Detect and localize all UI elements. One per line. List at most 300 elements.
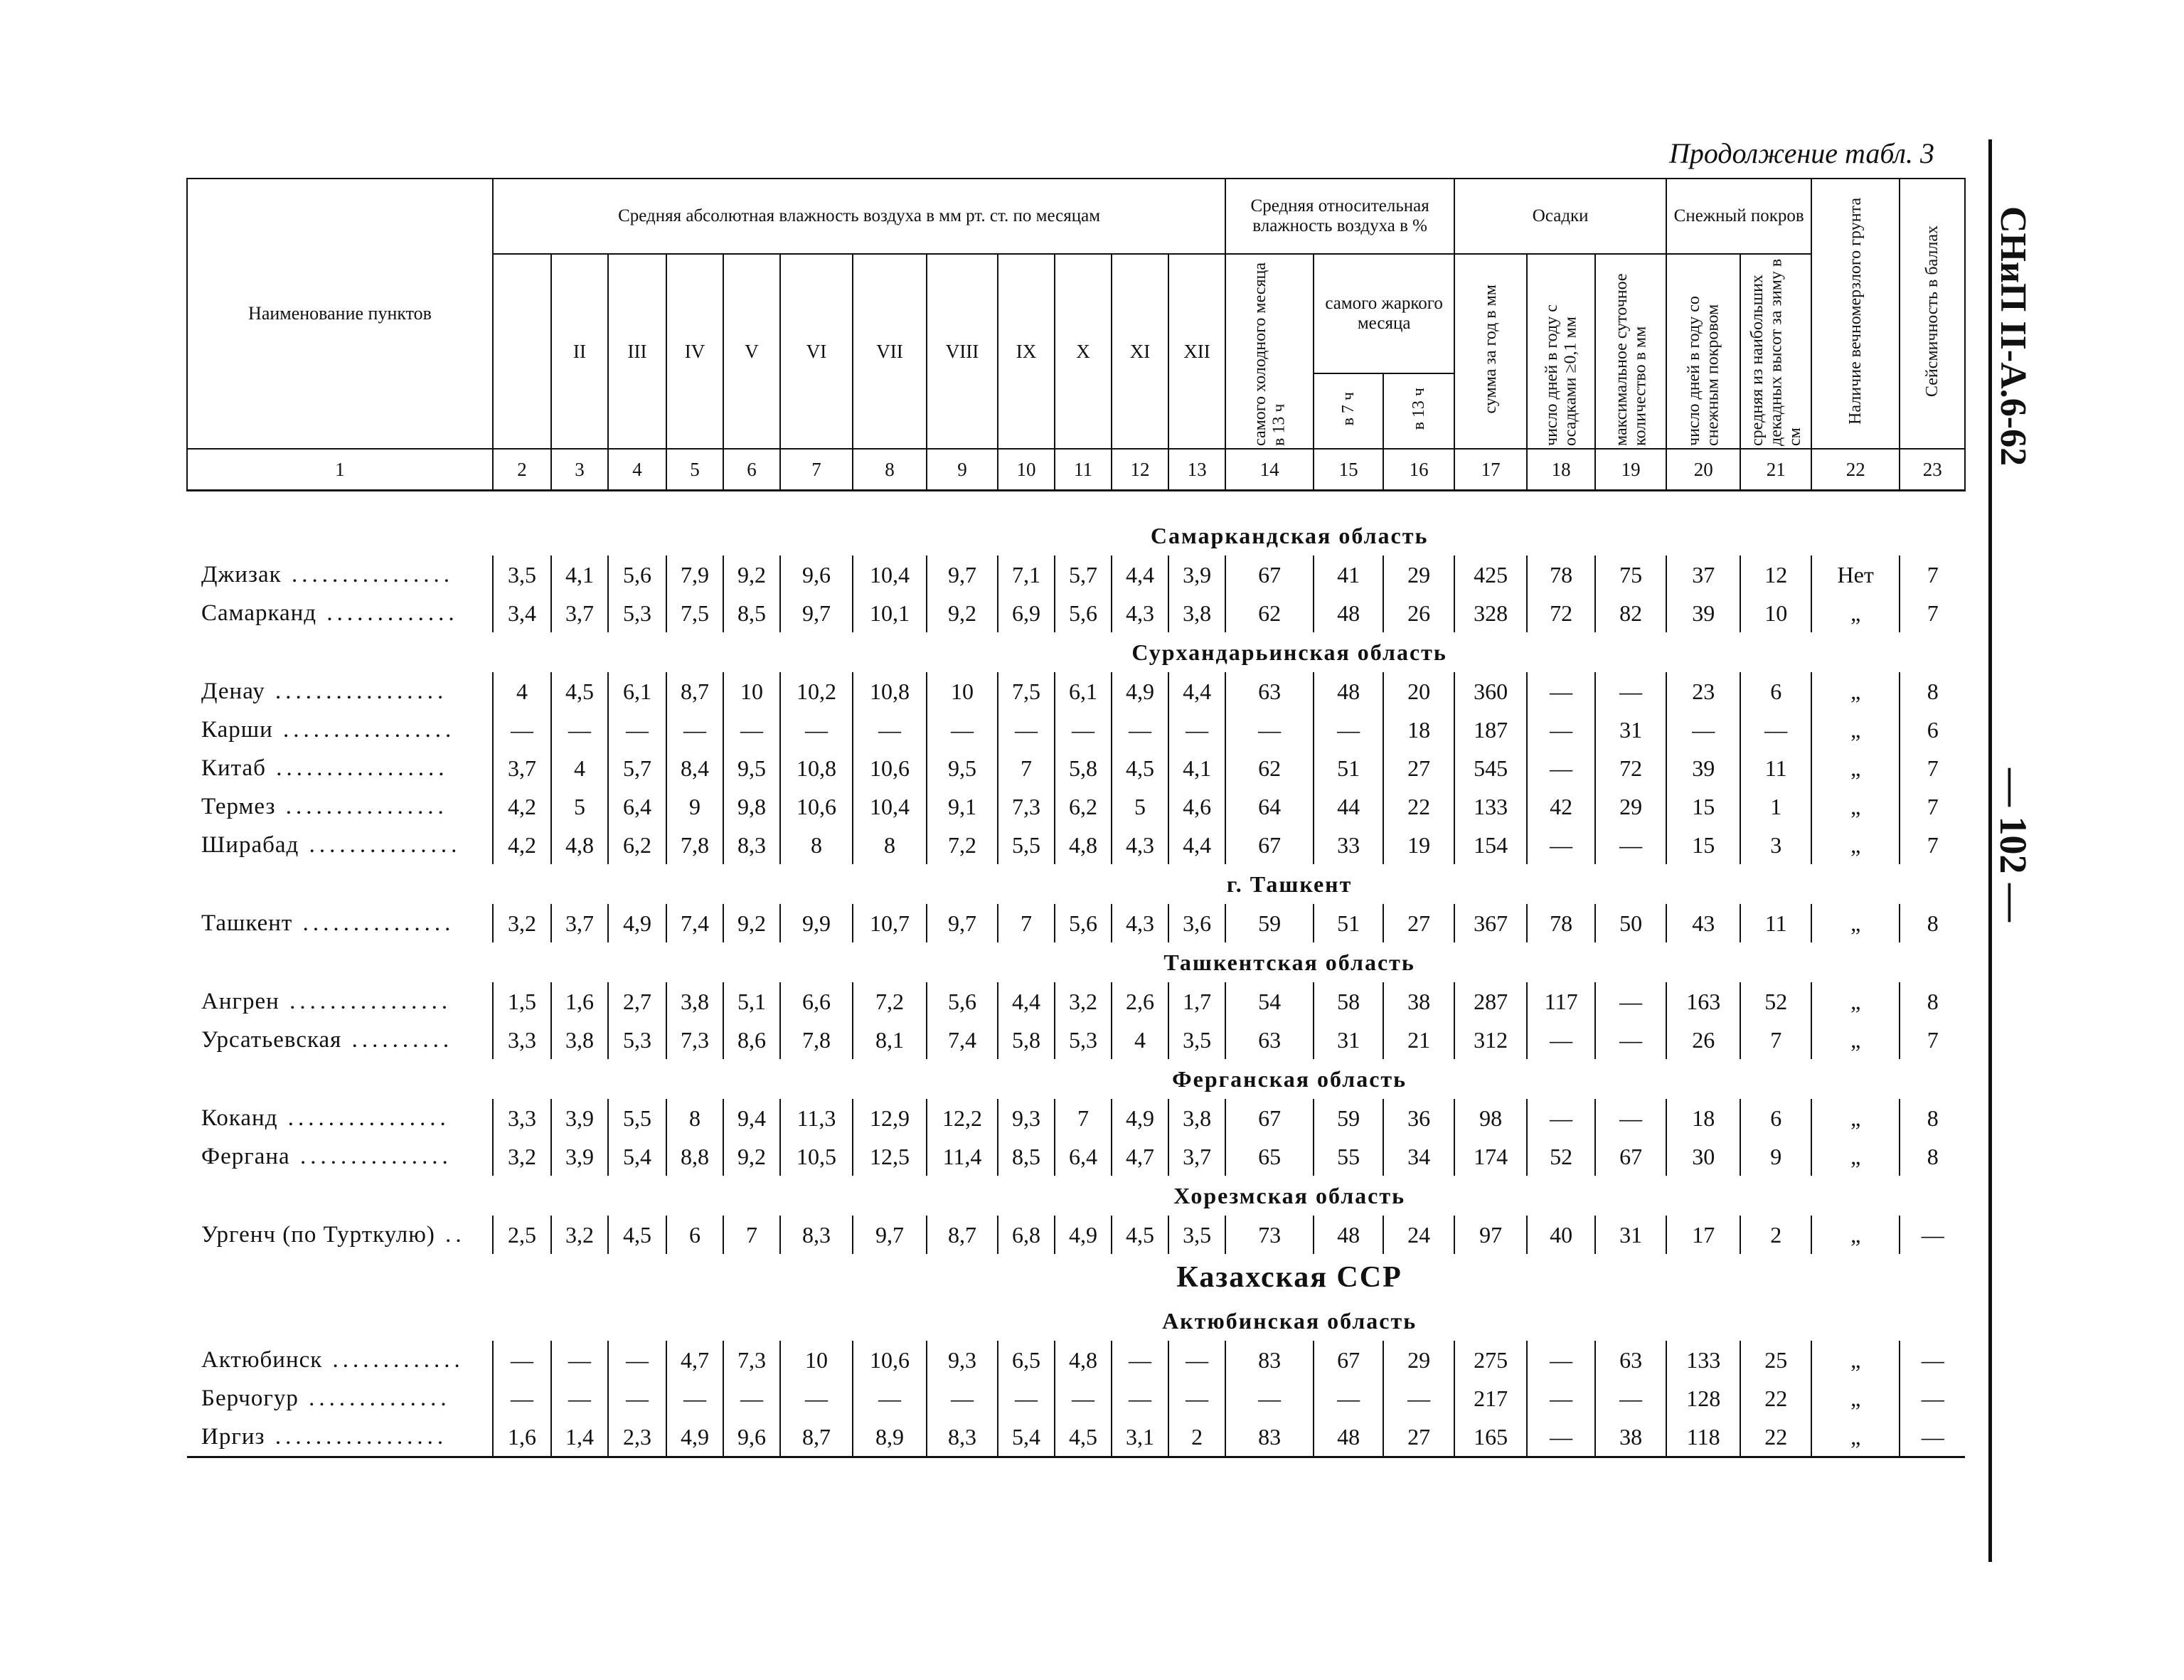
table-cell: 33 — [1314, 826, 1383, 864]
table-cell: 9,5 — [927, 749, 998, 787]
table-cell: 63 — [1595, 1341, 1666, 1379]
table-cell: — — [1527, 1418, 1595, 1457]
table-cell: 24 — [1383, 1216, 1454, 1254]
station-name — [187, 826, 493, 864]
table-cell: 63 — [1225, 1021, 1314, 1059]
table-cell: 425 — [1454, 555, 1527, 594]
table-cell: 7 — [998, 749, 1055, 787]
table-cell: 4,3 — [1112, 904, 1168, 942]
table-cell: „ — [1811, 904, 1900, 942]
table-cell: 41 — [1314, 555, 1383, 594]
table-cell: „ — [1811, 711, 1900, 749]
table-cell: 3,5 — [1168, 1216, 1225, 1254]
table-cell: „ — [1811, 1021, 1900, 1059]
table-cell: 59 — [1314, 1099, 1383, 1137]
table-cell: 3,9 — [551, 1099, 608, 1137]
table-cell: 10,4 — [853, 555, 927, 594]
table-cell: 15 — [1666, 826, 1740, 864]
table-cell: — — [1527, 1379, 1595, 1418]
table-row — [187, 904, 1965, 942]
column-number: 11 — [1055, 449, 1112, 491]
station-name — [187, 749, 493, 787]
table-cell: 36 — [1383, 1099, 1454, 1137]
table-cell: 4,9 — [608, 904, 666, 942]
table-cell: — — [1527, 749, 1595, 787]
table-cell: 7 — [998, 904, 1055, 942]
table-cell: 9,8 — [723, 787, 780, 826]
dot-leader: ................. — [265, 1423, 448, 1450]
table-cell: 6 — [666, 1216, 723, 1254]
column-number: 2 — [493, 449, 551, 491]
table-cell: — — [1740, 711, 1811, 749]
column-number: 19 — [1595, 449, 1666, 491]
table-cell: 48 — [1314, 594, 1383, 632]
table-cell: 7 — [1900, 594, 1965, 632]
table-cell: 10 — [723, 672, 780, 711]
table-cell: — — [1595, 672, 1666, 711]
table-cell: — — [927, 711, 998, 749]
table-cell: 3,9 — [1168, 555, 1225, 594]
table-cell: 9,9 — [780, 904, 853, 942]
table-cell: 4 — [551, 749, 608, 787]
table-cell: — — [1900, 1341, 1965, 1379]
column-number: 3 — [551, 449, 608, 491]
table-cell: 7 — [1900, 1021, 1965, 1059]
region-heading: г. Ташкент — [1226, 871, 1353, 897]
table-cell: 5,8 — [998, 1021, 1055, 1059]
header-snow-days-label: число дней в году со снежным покровом — [1684, 295, 1722, 446]
column-number: 14 — [1225, 449, 1314, 491]
table-cell: 67 — [1314, 1341, 1383, 1379]
table-cell: 83 — [1225, 1418, 1314, 1457]
table-cell: 9,2 — [723, 904, 780, 942]
table-cell: 78 — [1527, 904, 1595, 942]
table-cell: 3,5 — [493, 555, 551, 594]
table-cell: — — [723, 711, 780, 749]
table-cell: 328 — [1454, 594, 1527, 632]
region-heading-row — [187, 516, 1965, 555]
header-month: VII — [853, 254, 927, 449]
table-cell: — — [666, 1379, 723, 1418]
table-cell: 83 — [1225, 1341, 1314, 1379]
table-cell: 7,3 — [723, 1341, 780, 1379]
table-cell: 29 — [1383, 1341, 1454, 1379]
table-cell: — — [1900, 1216, 1965, 1254]
column-number: 20 — [1666, 449, 1740, 491]
table-cell: 6,5 — [998, 1341, 1055, 1379]
header-permafrost-label: Наличие вечномерзлого грунта — [1845, 198, 1865, 425]
header-snow: Снежный покров — [1666, 179, 1811, 254]
dot-leader: ................. — [272, 716, 456, 743]
table-cell: 4,9 — [1112, 672, 1168, 711]
column-number: 18 — [1527, 449, 1595, 491]
table-cell: 9,6 — [723, 1418, 780, 1457]
table-cell: 4,1 — [551, 555, 608, 594]
station-name — [187, 1021, 493, 1059]
column-number: 12 — [1112, 449, 1168, 491]
table-cell: 9,4 — [723, 1099, 780, 1137]
table-cell: 117 — [1527, 982, 1595, 1021]
station-name-label: Ширабад — [201, 831, 299, 858]
table-cell: 72 — [1527, 594, 1595, 632]
header-month: XI — [1112, 254, 1168, 449]
region-heading: Ташкентская область — [1163, 949, 1415, 975]
table-cell: — — [493, 1379, 551, 1418]
header-precip-days — [1527, 254, 1595, 449]
table-cell: — — [1527, 826, 1595, 864]
table-cell: 9,7 — [927, 555, 998, 594]
region-heading-row — [187, 864, 1965, 904]
table-cell: 6,4 — [1055, 1137, 1112, 1176]
station-name-label: Джизак — [201, 561, 282, 588]
column-number: 23 — [1900, 449, 1965, 491]
table-cell: „ — [1811, 1137, 1900, 1176]
station-name — [187, 982, 493, 1021]
table-cell: 43 — [1666, 904, 1740, 942]
header-at7 — [1314, 373, 1383, 449]
header-hot-month: самого жаркого месяца — [1314, 254, 1454, 373]
table-cell: 7,1 — [998, 555, 1055, 594]
table-cell: 6,1 — [1055, 672, 1112, 711]
table-cell: — — [853, 711, 927, 749]
table-cell: 2 — [1740, 1216, 1811, 1254]
table-cell: 4,5 — [1055, 1418, 1112, 1457]
table-cell: 8 — [666, 1099, 723, 1137]
table-cell: 10,7 — [853, 904, 927, 942]
table-cell: 75 — [1595, 555, 1666, 594]
column-number: 7 — [780, 449, 853, 491]
table-cell: 165 — [1454, 1418, 1527, 1457]
table-cell: 5,3 — [1055, 1021, 1112, 1059]
table-cell: 545 — [1454, 749, 1527, 787]
table-row — [187, 787, 1965, 826]
header-month: VIII — [927, 254, 998, 449]
spacer-row — [187, 491, 1965, 516]
table-cell: 7 — [1900, 826, 1965, 864]
table-cell: — — [723, 1379, 780, 1418]
table-cell: 3,3 — [493, 1099, 551, 1137]
header-month: VI — [780, 254, 853, 449]
table-cell: „ — [1811, 749, 1900, 787]
station-name-label: Фергана — [201, 1143, 290, 1169]
table-cell: 7,4 — [666, 904, 723, 942]
table-cell: — — [551, 711, 608, 749]
header-snow-height — [1740, 254, 1811, 449]
table-cell: 73 — [1225, 1216, 1314, 1254]
station-name-label: Иргиз — [201, 1423, 265, 1450]
column-number: 10 — [998, 449, 1055, 491]
table-cell: — — [1900, 1418, 1965, 1457]
table-row — [187, 555, 1965, 594]
station-name — [187, 1379, 493, 1418]
table-cell: 4,4 — [1168, 672, 1225, 711]
station-name-label: Самарканд — [201, 600, 317, 626]
station-name-label: Ангрен — [201, 988, 279, 1014]
table-cell: 9,5 — [723, 749, 780, 787]
header-precip-days-label: число дней в году с осадками ≥0,1 мм — [1542, 304, 1580, 446]
table-cell: „ — [1811, 982, 1900, 1021]
table-cell: 67 — [1225, 826, 1314, 864]
republic-heading: Казахская ССР — [1176, 1261, 1402, 1294]
table-cell: 2 — [1168, 1418, 1225, 1457]
dot-leader: ................ — [281, 561, 454, 588]
region-heading: Хорезмская область — [1173, 1182, 1405, 1208]
table-cell: — — [1225, 711, 1314, 749]
table-cell: — — [998, 711, 1055, 749]
table-cell: 3,6 — [1168, 904, 1225, 942]
header-at13-label: в 13 ч — [1409, 387, 1428, 430]
table-cell: — — [1055, 711, 1112, 749]
table-cell: — — [1666, 711, 1740, 749]
header-precip-max-label: максимальное суточное количество в мм — [1612, 272, 1650, 446]
table-cell: 4,9 — [1055, 1216, 1112, 1254]
header-permafrost — [1811, 179, 1900, 449]
table-cell: 5,5 — [608, 1099, 666, 1137]
dot-leader: ............... — [299, 831, 462, 858]
table-cell: 4,8 — [1055, 1341, 1112, 1379]
table-cell: 5,5 — [998, 826, 1055, 864]
header-seismic-label: Сейсмичность в баллах — [1922, 225, 1941, 398]
column-number: 21 — [1740, 449, 1811, 491]
table-cell: „ — [1811, 672, 1900, 711]
header-month: II — [551, 254, 608, 449]
table-cell: 51 — [1314, 749, 1383, 787]
header-snow-height-label: средняя из наибольших декадных высот за зиму в см — [1747, 258, 1804, 446]
table-cell: 6 — [1900, 711, 1965, 749]
header-at7-label: в 7 ч — [1338, 391, 1358, 426]
column-number: 9 — [927, 449, 998, 491]
climate-table — [186, 178, 1966, 1458]
table-cell: — — [1168, 711, 1225, 749]
republic-heading-row — [187, 1254, 1965, 1301]
table-cell: 4,3 — [1112, 594, 1168, 632]
table-cell: 7,5 — [998, 672, 1055, 711]
header-precip-max — [1595, 254, 1666, 449]
table-cell: — — [1225, 1379, 1314, 1418]
table-cell: 30 — [1666, 1137, 1740, 1176]
table-cell: — — [1168, 1341, 1225, 1379]
table-cell: 7 — [1900, 787, 1965, 826]
table-cell: 133 — [1666, 1341, 1740, 1379]
table-cell: — — [1112, 1379, 1168, 1418]
table-cell: 4 — [1112, 1021, 1168, 1059]
table-cell: 6,2 — [1055, 787, 1112, 826]
table-cell: 9,3 — [927, 1341, 998, 1379]
table-cell: 1 — [1740, 787, 1811, 826]
table-cell: 3,7 — [1168, 1137, 1225, 1176]
table-cell: 6,9 — [998, 594, 1055, 632]
table-cell: 5,7 — [608, 749, 666, 787]
table-cell: 10,5 — [780, 1137, 853, 1176]
table-cell: 5,3 — [608, 1021, 666, 1059]
table-cell: 5,4 — [998, 1418, 1055, 1457]
table-cell: 8 — [1900, 672, 1965, 711]
station-name — [187, 711, 493, 749]
table-cell: 31 — [1314, 1021, 1383, 1059]
header-precip: Осадки — [1454, 179, 1666, 254]
table-cell: 11 — [1740, 904, 1811, 942]
table-cell: 11 — [1740, 749, 1811, 787]
table-cell: 10 — [927, 672, 998, 711]
table-cell: 8,5 — [723, 594, 780, 632]
table-cell: 9,2 — [927, 594, 998, 632]
header-cold-month — [1225, 254, 1314, 449]
dot-leader: ............... — [289, 1143, 452, 1169]
dot-leader: ................. — [265, 755, 449, 781]
table-row — [187, 1216, 1965, 1254]
table-cell: 2,3 — [608, 1418, 666, 1457]
table-cell: 9,2 — [723, 1137, 780, 1176]
table-row — [187, 1021, 1965, 1059]
table-cell: 3,2 — [1055, 982, 1112, 1021]
table-cell: 50 — [1595, 904, 1666, 942]
table-cell: 4,8 — [551, 826, 608, 864]
station-name — [187, 904, 493, 942]
table-cell: — — [1527, 672, 1595, 711]
table-cell: „ — [1811, 1099, 1900, 1137]
table-cell: 10,4 — [853, 787, 927, 826]
table-cell: 4,8 — [1055, 826, 1112, 864]
table-cell: 5,3 — [608, 594, 666, 632]
document-code: СНиП II-А.6-62 — [1993, 206, 2033, 467]
table-cell: 5,8 — [1055, 749, 1112, 787]
table-cell: — — [780, 1379, 853, 1418]
table-cell: 8,7 — [780, 1418, 853, 1457]
table-cell: — — [493, 711, 551, 749]
table-cell: 4,2 — [493, 787, 551, 826]
header-precip-sum — [1454, 254, 1527, 449]
station-name — [187, 1341, 493, 1379]
dot-leader: ................ — [275, 793, 448, 819]
station-name-label: Денау — [201, 678, 265, 704]
table-cell: „ — [1811, 1379, 1900, 1418]
table-cell: 163 — [1666, 982, 1740, 1021]
header-at13 — [1383, 373, 1454, 449]
table-cell: 4,4 — [1112, 555, 1168, 594]
table-cell: 1,6 — [551, 982, 608, 1021]
column-number: 5 — [666, 449, 723, 491]
dot-leader: ............. — [322, 1346, 464, 1373]
dot-leader: ............... — [292, 910, 455, 936]
table-cell: — — [1168, 1379, 1225, 1418]
table-cell: 62 — [1225, 749, 1314, 787]
table-cell: 4,9 — [666, 1418, 723, 1457]
table-cell: 26 — [1383, 594, 1454, 632]
table-cell: 62 — [1225, 594, 1314, 632]
table-cell: — — [608, 711, 666, 749]
dot-leader: .. — [435, 1221, 466, 1248]
station-name — [187, 594, 493, 632]
table-cell: 34 — [1383, 1137, 1454, 1176]
table-cell: 27 — [1383, 904, 1454, 942]
table-cell: Нет — [1811, 555, 1900, 594]
table-cell: 38 — [1595, 1418, 1666, 1457]
table-cell: 8,3 — [927, 1418, 998, 1457]
table-cell: 22 — [1740, 1379, 1811, 1418]
table-cell: 72 — [1595, 749, 1666, 787]
table-cell: 8 — [1900, 1137, 1965, 1176]
region-heading-row — [187, 942, 1965, 982]
table-cell: 12,2 — [927, 1099, 998, 1137]
region-heading-row — [187, 632, 1965, 672]
table-body — [187, 491, 1965, 1457]
station-name — [187, 1216, 493, 1254]
dot-leader: ............. — [316, 600, 459, 626]
table-cell: 31 — [1595, 711, 1666, 749]
table-cell: 98 — [1454, 1099, 1527, 1137]
table-cell: — — [1595, 826, 1666, 864]
header-month: IX — [998, 254, 1055, 449]
table-cell: „ — [1811, 1216, 1900, 1254]
header-snow-days — [1666, 254, 1740, 449]
table-cell: 5 — [551, 787, 608, 826]
column-number: 16 — [1383, 449, 1454, 491]
table-cell: 3,2 — [551, 1216, 608, 1254]
table-cell: 8,7 — [927, 1216, 998, 1254]
table-cell: 37 — [1666, 555, 1740, 594]
table-cell: — — [1527, 1099, 1595, 1137]
station-name-label: Коканд — [201, 1105, 278, 1131]
table-cell: 8,4 — [666, 749, 723, 787]
station-name — [187, 1137, 493, 1176]
table-cell: 3,7 — [551, 594, 608, 632]
table-cell: 8,6 — [723, 1021, 780, 1059]
table-row — [187, 1137, 1965, 1176]
table-cell: 7,2 — [927, 826, 998, 864]
table-cell: 6 — [1740, 1099, 1811, 1137]
table-cell: 1,5 — [493, 982, 551, 1021]
table-cell: 55 — [1314, 1137, 1383, 1176]
table-cell: 287 — [1454, 982, 1527, 1021]
header-month: III — [608, 254, 666, 449]
table-cell: 7 — [1900, 749, 1965, 787]
table-cell: 20 — [1383, 672, 1454, 711]
table-cell: 26 — [1666, 1021, 1740, 1059]
table-cell: 48 — [1314, 1216, 1383, 1254]
table-cell: 9,6 — [780, 555, 853, 594]
column-number: 1 — [187, 449, 493, 491]
table-cell: 39 — [1666, 749, 1740, 787]
table-cell: 8 — [1900, 982, 1965, 1021]
station-name — [187, 787, 493, 826]
header-precip-sum-label: сумма за год в мм — [1481, 284, 1500, 414]
dot-leader: ................ — [277, 1105, 450, 1131]
column-number: 17 — [1454, 449, 1527, 491]
region-heading-row — [187, 1301, 1965, 1341]
table-cell: 48 — [1314, 672, 1383, 711]
table-cell: — — [1055, 1379, 1112, 1418]
table-cell: 42 — [1527, 787, 1595, 826]
table-cell: — — [1595, 1379, 1666, 1418]
table-cell: — — [1595, 982, 1666, 1021]
table-cell: 11,4 — [927, 1137, 998, 1176]
table-cell: 3,8 — [1168, 1099, 1225, 1137]
table-cell: 3,3 — [493, 1021, 551, 1059]
table-cell: 1,7 — [1168, 982, 1225, 1021]
table-cell: 10,6 — [780, 787, 853, 826]
table-cell: 52 — [1740, 982, 1811, 1021]
table-cell: 10,8 — [780, 749, 853, 787]
table-cell: — — [780, 711, 853, 749]
station-name — [187, 555, 493, 594]
header-month — [493, 254, 551, 449]
table-cell: 18 — [1666, 1099, 1740, 1137]
station-name — [187, 672, 493, 711]
table-cell: 4,5 — [1112, 1216, 1168, 1254]
table-cell: 4,5 — [608, 1216, 666, 1254]
table-cell: 9,1 — [927, 787, 998, 826]
table-cell: 3,7 — [551, 904, 608, 942]
